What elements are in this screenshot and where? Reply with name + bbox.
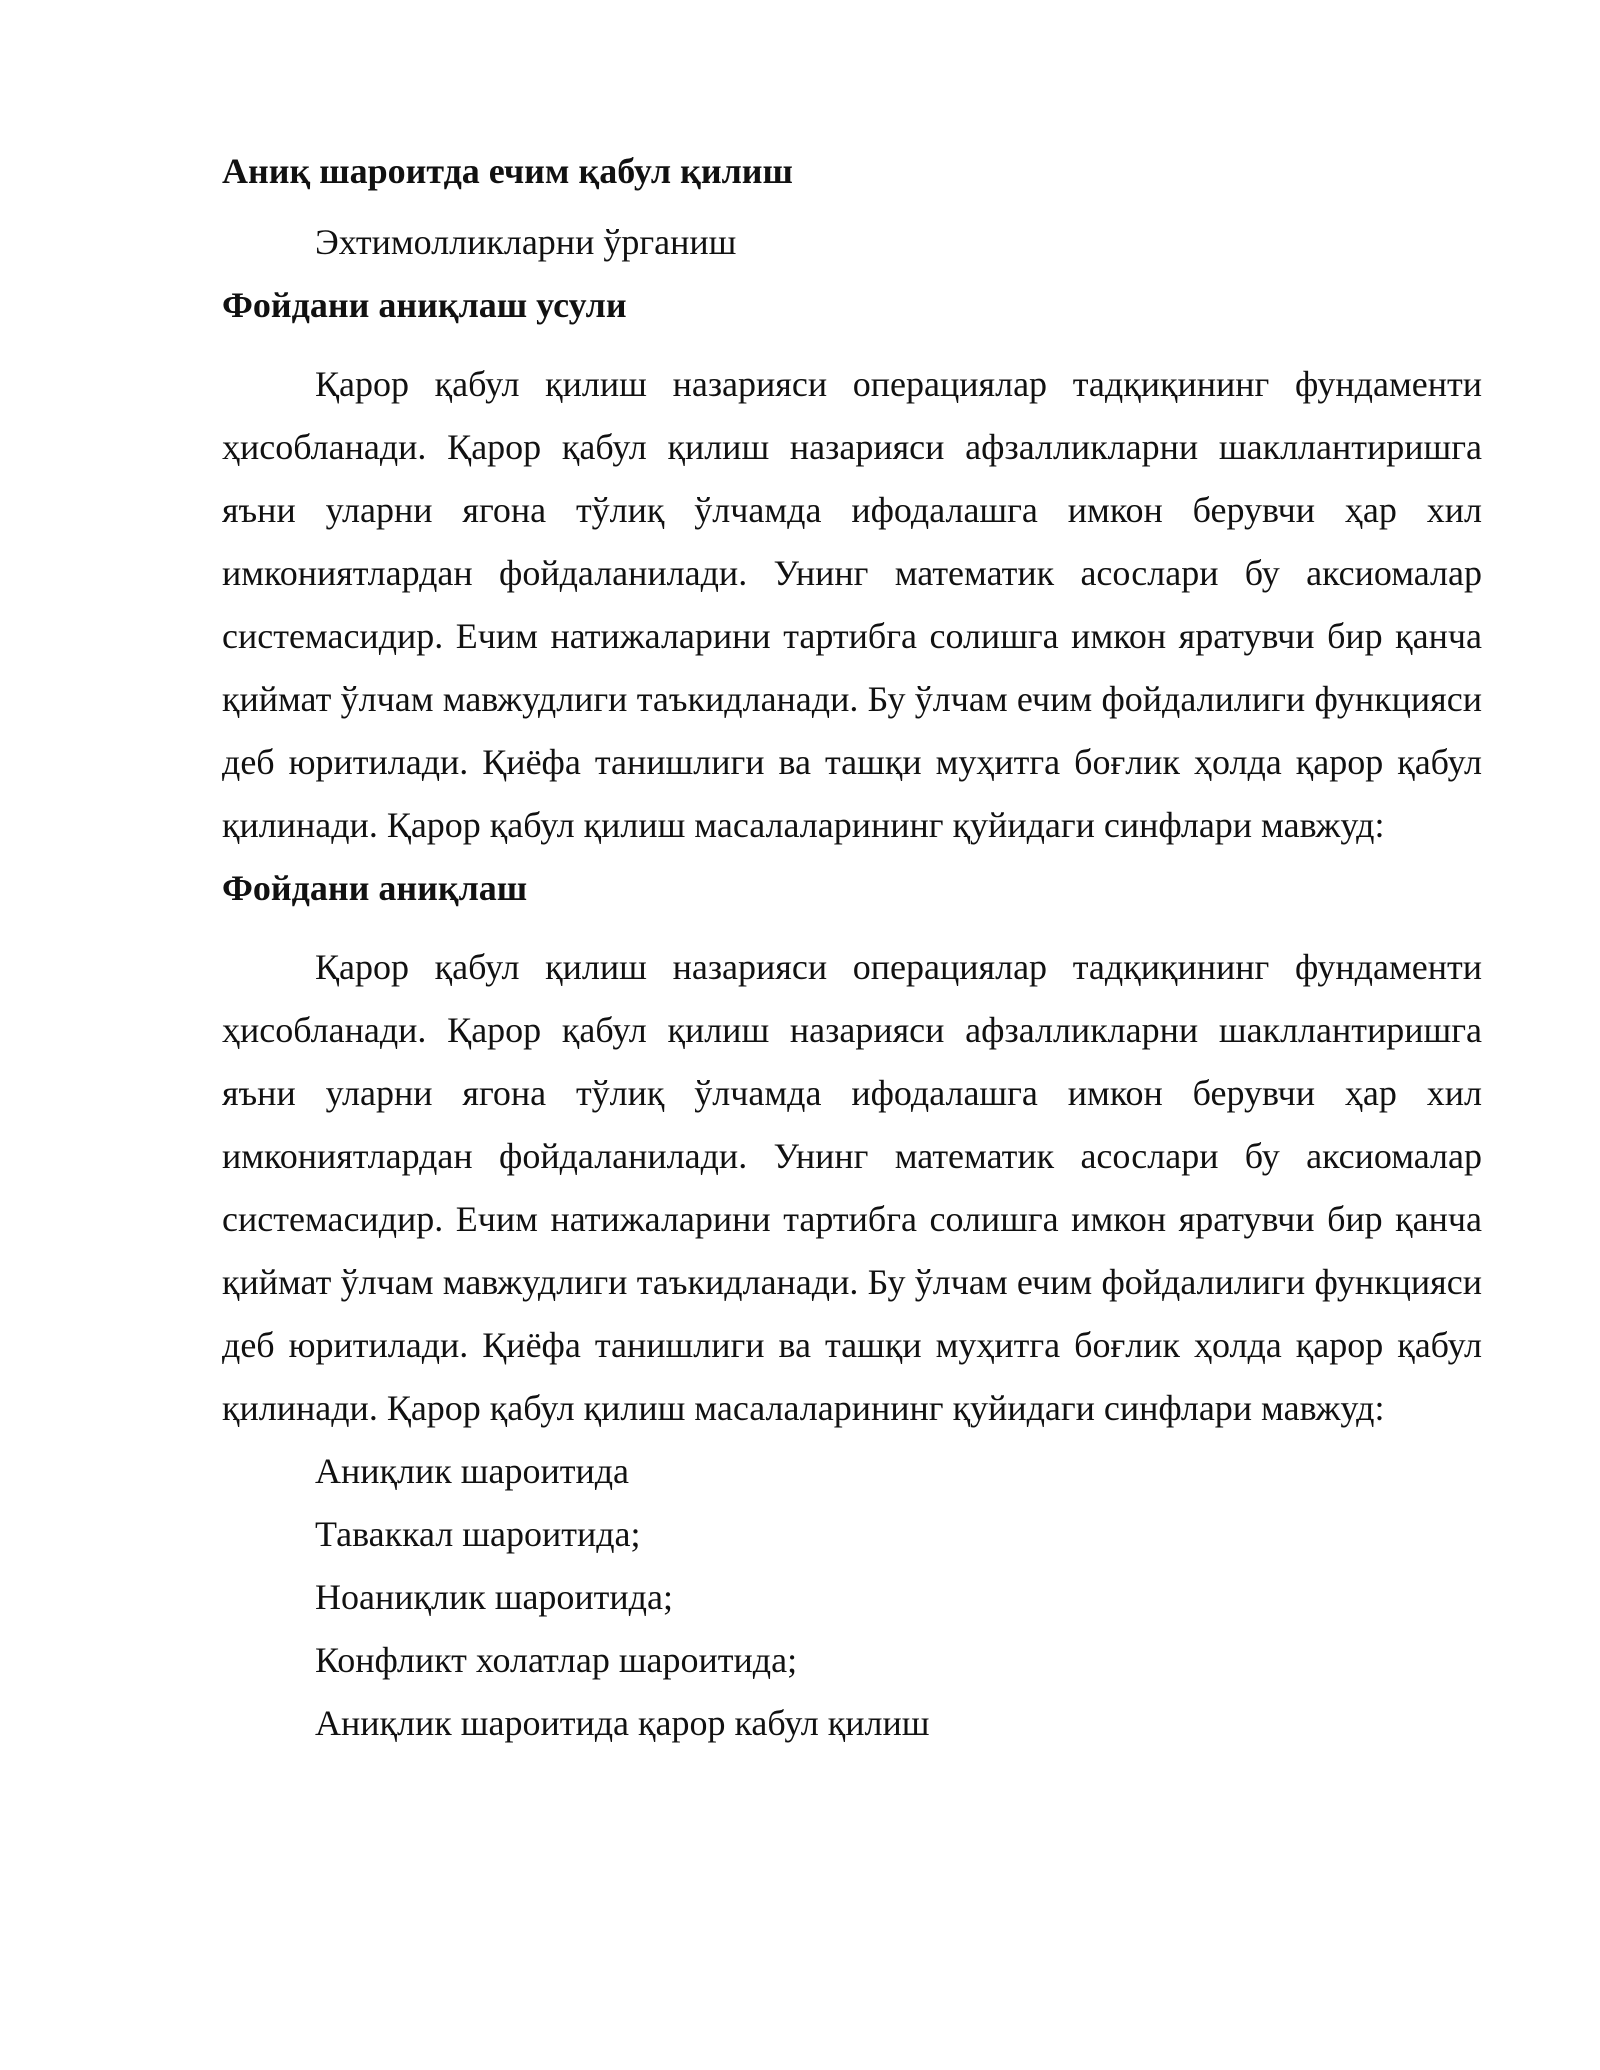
section-heading-profit: Фойдани аниқлаш [222,868,528,908]
list-item: Конфликт холатлар шароитида; [315,1640,798,1680]
list-item: Аниқлик шароитида [315,1451,629,1491]
list-item: Таваккал шароитида; [315,1514,641,1554]
list-item: Ноаниқлик шароитида; [315,1577,673,1617]
document-subtitle: Эхтимолликларни ўрганиш [315,222,737,262]
section-paragraph-2: Қарор қабул қилиш назарияси операциялар тадқиқининг фундаменти ҳисобланади. Қарор қабул қилиш назарияси афзалликларни шакллантиришга яъни уларни ягона тўлиқ ўлчамда ифодалашга имкон берувчи ҳар хил имкониятлардан фойдаланилади. Унинг математик асослари бу аксиомалар системасидир. Ечим натижаларини тартибга солишга имкон яратувчи бир қанча қиймат ўлчам мавжудлиги таъкидланади. Бу ўлчам ечим фойдалилиги функцияси деб юритилади. Қиёфа танишлиги ва ташқи муҳитга боғлик ҳолда қарор қабул қилинади. Қарор қабул қилиш масалаларининг қуйидаги синфлари мавжуд: [222,947,1482,1428]
conditions-list [222,1440,1482,1755]
document-title: Аниқ шароитда ечим қабул қилиш [222,151,793,191]
section-paragraph-1: Қарор қабул қилиш назарияси операциялар тадқиқининг фундаменти ҳисобланади. Қарор қабул қилиш назарияси афзалликларни шакллантиришга яъни уларни ягона тўлиқ ўлчамда ифодалашга имкон берувчи ҳар хил имкониятлардан фойдаланилади. Унинг математик асослари бу аксиомалар системасидир. Ечим натижаларини тартибга солишга имкон яратувчи бир қанча қиймат ўлчам мавжудлиги таъкидланади. Бу ўлчам ечим фойдалилиги функцияси деб юритилади. Қиёфа танишлиги ва ташқи муҳитга боғлик ҳолда қарор қабул қилинади. Қарор қабул қилиш масалаларининг қуйидаги синфлари мавжуд: [222,364,1482,845]
document-page [222,140,1482,1755]
section-heading-profit-method: Фойдани аниқлаш усули [222,285,627,325]
list-item: Аниқлик шароитида қарор кабул қилиш [315,1703,930,1743]
